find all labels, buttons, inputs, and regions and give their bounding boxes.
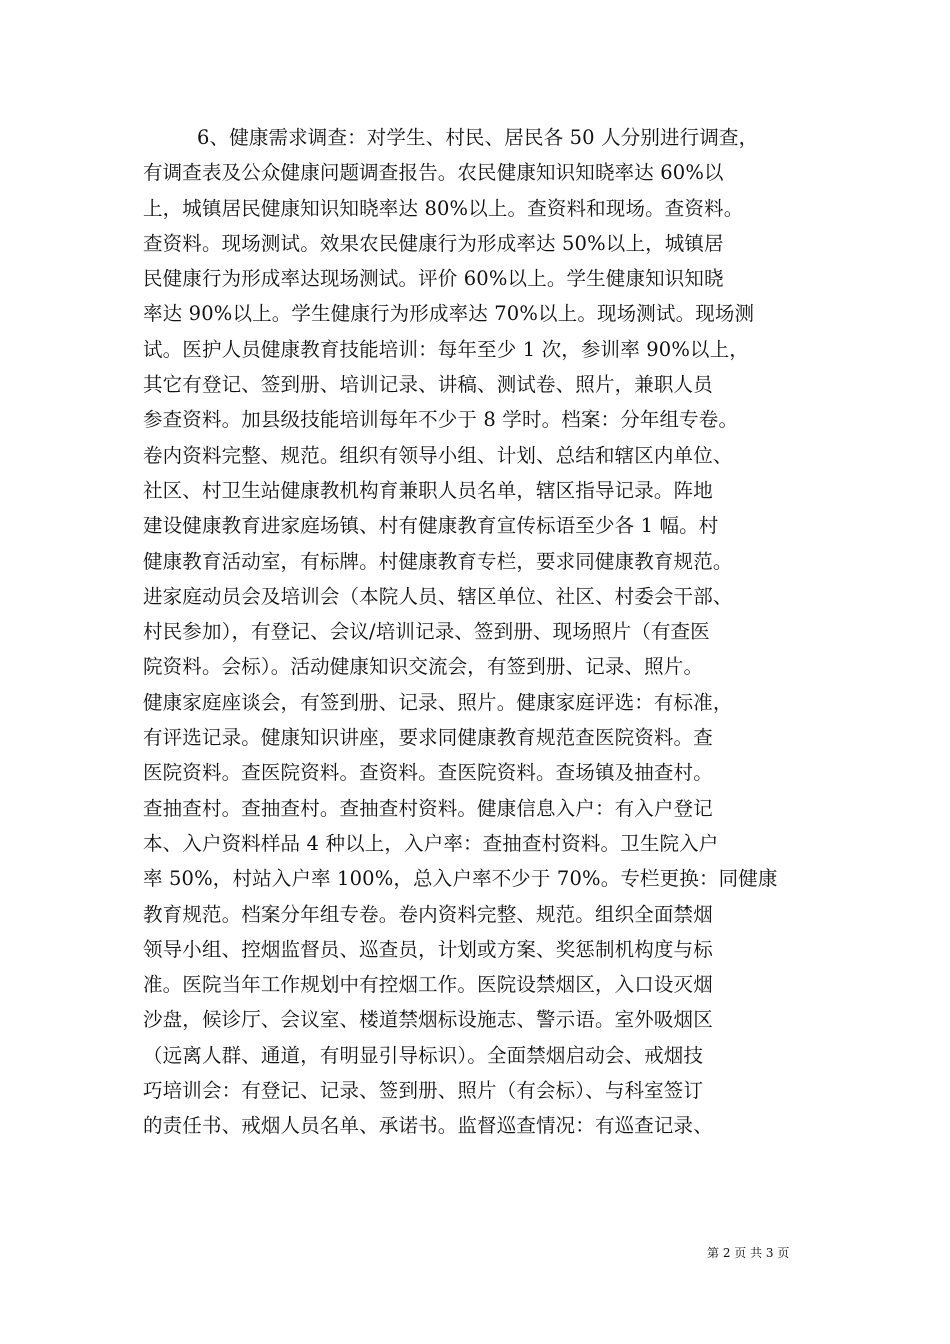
text-line: 民健康行为形成率达现场测试。评价 60%以上。学生健康知识知晓 [143, 267, 724, 291]
text-line: 卷内资料完整、规范。组织有领导小组、计划、总结和辖区内单位、 [143, 443, 733, 467]
text-line: 上，城镇居民健康知识知晓率达 80%以上。查资料和现场。查资料。 [143, 196, 744, 220]
text-line: 6、健康需求调查：对学生、村民、居民各 50 人分别进行调查， [197, 126, 759, 149]
text-line: 进家庭动员会及培训会（本院人员、辖区单位、社区、村委会干部、 [143, 584, 733, 608]
text-line: 社区、村卫生站健康教机构育兼职人员名单，辖区指导记录。阵地 [143, 478, 713, 502]
text-line: 率达 90%以上。学生健康行为形成率达 70%以上。现场测试。现场测 [143, 302, 755, 326]
text-line: 建设健康教育进家庭场镇、村有健康教育宣传标语至少各 1 幅。村 [143, 514, 719, 538]
text-line: 教育规范。档案分年组专卷。卷内资料完整、规范。组织全面禁烟 [143, 902, 713, 926]
text-line: 本、入户资料样品 4 种以上，入户率：查抽查村资料。卫生院入户 [143, 831, 719, 855]
text-line: 有评选记录。健康知识讲座，要求同健康教育规范查医院资料。查 [143, 726, 713, 750]
text-line: 参查资料。加县级技能培训每年不少于 8 学时。档案：分年组专卷。 [143, 408, 739, 432]
text-line: 健康教育活动室，有标牌。村健康教育专栏，要求同健康教育规范。 [143, 549, 733, 573]
text-line: 查抽查村。查抽查村。查抽查村资料。健康信息入户：有入户登记 [143, 796, 713, 820]
page-number-footer: 第 2 页 共 3 页 [707, 1246, 790, 1260]
text-line: 有调查表及公众健康问题调查报告。农民健康知识知晓率达 60%以 [143, 161, 724, 185]
text-line: 试。医护人员健康教育技能培训：每年至少 1 次，参训率 90%以上， [143, 337, 749, 361]
text-line: 查资料。现场测试。效果农民健康行为形成率达 50%以上，城镇居 [143, 231, 724, 255]
text-line: 其它有登记、签到册、培训记录、讲稿、测试卷、照片，兼职人员 [143, 373, 713, 397]
text-line: （远离人群、通道，有明显引导标识）。全面禁烟启动会、戒烟技 [143, 1043, 704, 1067]
text-line: 率 50%，村站入户率 100%，总入户率不少于 70%。专栏更换：同健康 [143, 867, 778, 891]
text-line: 领导小组、控烟监督员、巡查员，计划或方案、奖惩制机构度与标 [143, 937, 713, 961]
text-line: 院资料。会标）。活动健康知识交流会，有签到册、记录、照片。 [143, 655, 704, 679]
text-line: 准。医院当年工作规划中有控烟工作。医院设禁烟区，入口设灭烟 [143, 973, 713, 997]
text-line: 医院资料。查医院资料。查资料。查医院资料。查场镇及抽查村。 [143, 761, 713, 785]
body-text [143, 120, 843, 1144]
text-line: 健康家庭座谈会，有签到册、记录、照片。健康家庭评选：有标准， [143, 690, 733, 714]
text-line: 沙盘，候诊厅、会议室、楼道禁烟标设施志、警示语。室外吸烟区 [143, 1008, 713, 1032]
text-line: 巧培训会：有登记、记录、签到册、照片（有会标）、与科室签订 [143, 1079, 704, 1103]
text-line: 的责任书、戒烟人员名单、承诺书。监督巡查情况：有巡查记录、 [143, 1114, 713, 1138]
text-line: 村民参加），有登记、会议/培训记录、签到册、现场照片（有查医 [143, 620, 710, 644]
